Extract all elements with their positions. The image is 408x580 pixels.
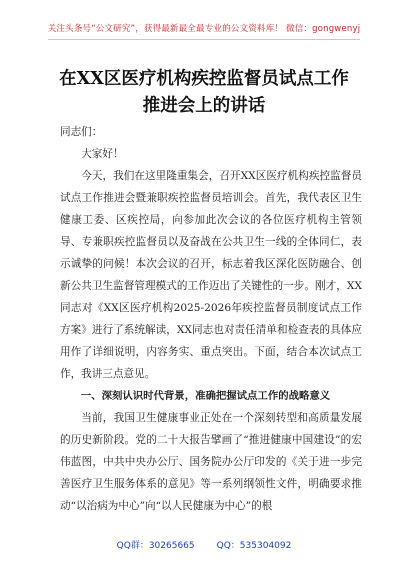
- document-body: [60, 121, 362, 517]
- qq-group-label: QQ群：30265665: [116, 541, 195, 551]
- footer-contacts: [0, 538, 408, 551]
- document-title: 在XX区医疗机构疾控监督员试点工作推进会上的讲话: [59, 69, 349, 116]
- greeting: 大家好！: [81, 148, 124, 160]
- salutation: 同志们：: [60, 126, 103, 138]
- section-heading-1: 一、深刻认识时代背景，准确把握试点工作的战略意义: [80, 390, 331, 402]
- paragraph-background: 当前，我国卫生健康事业正处在一个深刻转型和高质量发展的历史新阶段。党的二十大报告擘画了“推进健康中国建设”的宏伟蓝图，中共中央办公厅、国务院办公厅印发的《关于进一步完善医疗卫生服务体系的意见》等一系列纲领性文件，明确要求推动“以治病为中心”向“以人民健康为中心”的根: [60, 412, 362, 512]
- header-divider: [48, 39, 360, 40]
- header-banner: 关注头条号“公文研究”，获得最新最全最专业的公文资料库！ 微信：gongwenyj: [47, 24, 361, 34]
- qq-contact-label: QQ：535304092: [216, 541, 292, 551]
- paragraph-opening: 今天，我们在这里隆重集会，召开XX区医疗机构疾控监督员试点工作推进会暨兼职疾控监督员培训会。首先，我代表区卫生健康工委、区疾控局，向参加此次会议的各位医疗机构主管领导、专兼职疾控监督员以及奋战在公共卫生一线的全体同仁，表示诚挚的问候！本次会议的召开，标志着我区深化医防融合、创新公共卫生监督管理模式的工作迈出了关键性的一步。刚才，XX同志对《XX区医疗机构2025-2026年疾控监督员制度试点工作方案》进行了系统解读，XX同志也对责任清单和检查表的具体应用作了详细说明，内容务实、重点突出。下面，结合本次试点工作，我讲三点意见。: [60, 170, 362, 380]
